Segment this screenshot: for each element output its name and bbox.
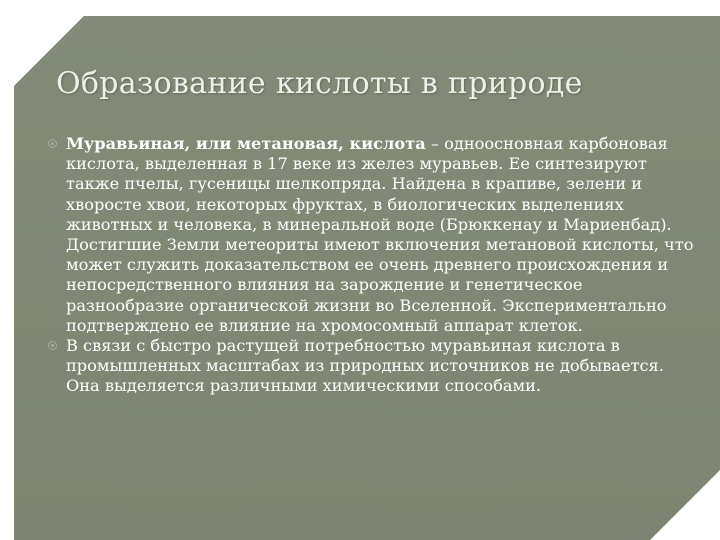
bullet-icon (48, 139, 57, 148)
bullet-text: – одноосновная карбоновая кислота, выделенная в 17 веке из желез муравьев. Ее синтезируют также пчелы, гусеницы шелкопряда. Найдена в крапиве, зелени и хворосте хвои, некоторых фруктах, в биологических выделениях животных и человека, в минеральной воде (Брюккенау и Мариенбад). Достигшие Земли метеориты имеют включения метановой кислоты, что может служить доказательством ее очень древнего происхождения и непосредственного влияния на зарождение и генетическое разнообразие органической жизни во Вселенной. Экспериментально подтверждено ее влияние на хромосомный аппарат клеток. (66, 134, 694, 335)
slide-content (66, 134, 702, 397)
bullet-item-industrial (66, 336, 702, 397)
bullet-item-formic-acid (66, 134, 702, 336)
slide-title: Образование кислоты в природе (56, 66, 583, 101)
bullet-term: Муравьиная, или метановая, кислота (66, 134, 426, 153)
bullet-icon (48, 341, 57, 350)
bullet-text: В связи с быстро растущей потребностью муравьиная кислота в промышленных масштабах из природных источников не добывается. Она выделяется различными химическими способами. (66, 336, 664, 396)
